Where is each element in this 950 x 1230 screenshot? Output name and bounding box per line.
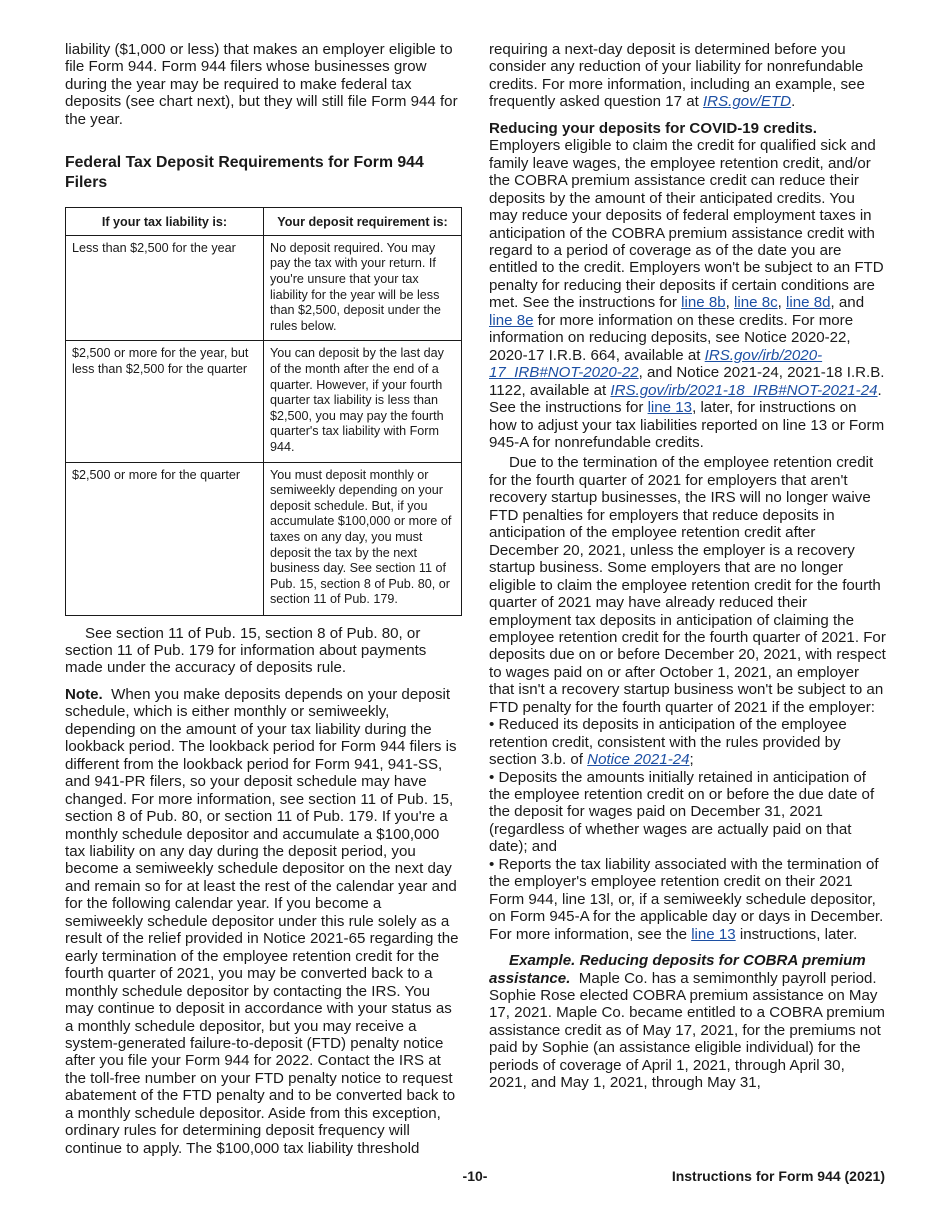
bullet-icon: •	[489, 855, 495, 873]
irb-2021-18-link[interactable]: IRS.gov/irb/2021-18_IRB#NOT-2021-24	[610, 381, 878, 399]
deposit-requirements-heading: Federal Tax Deposit Requirements for Form 944 Filers	[65, 154, 424, 192]
table-cell-requirement: No deposit required. You may pay the tax with your return. If you're unsure that your tax liability for the year will be less than $2,500, deposit under the rules below.	[264, 235, 462, 341]
bullet-icon: •	[489, 768, 495, 786]
covid-text: , and Notice 2021-24, 2021-18 I.R.B. 1122, available at	[489, 364, 885, 399]
page-number: -10-	[462, 1168, 488, 1184]
form-title: Instructions for Form 944 (2021)	[671, 1168, 885, 1184]
covid-text: , later, for instructions on how to adjust your tax liabilities reported on line 13 or Form 945-A for nonrefundable credits.	[489, 399, 885, 451]
table-cell-liability: $2,500 or more for the year, but less than $2,500 for the quarter	[66, 341, 264, 462]
bullet-text: Reduced its deposits in anticipation of the employee retention credit, consistent with the rules provided by section 3.b. of	[489, 716, 847, 769]
right-column	[489, 41, 886, 1092]
bullet-text: Deposits the amounts initially retained in anticipation of the employee retention credit on or before the due date of the deposit for wages paid on December 31, 2021 (regardless of whether wages are actually paid on that date); and	[489, 768, 875, 856]
deposit-requirements-table	[65, 207, 462, 615]
table-cell-liability: Less than $2,500 for the year	[66, 235, 264, 341]
notice-2021-24-link[interactable]: Notice 2021-24	[587, 751, 690, 769]
line-13-instructions-link[interactable]: line 13	[691, 925, 736, 943]
table-cell-requirement: You can deposit by the last day of the month after the end of a quarter. However, if your fourth quarter tax liability is less than $2,500, you may pay the fourth quarter's tax liability with Form 944.	[264, 341, 462, 462]
bullet-text: Reports the tax liability associated with the termination of the employer's employee retention credit on their 2021 Form 944, line 13l, or, if a semiweekly schedule depositor, on Form 945-A for the applicable day or days in December. For more information, see the	[489, 855, 884, 943]
table-header-liability: If your tax liability is:	[66, 208, 264, 236]
table-cell-liability: $2,500 or more for the quarter	[66, 462, 264, 615]
bullet-item	[489, 856, 886, 943]
line-8d-link[interactable]: line 8d	[786, 294, 831, 312]
punctuation: .	[791, 93, 796, 111]
covid-text: . See the instructions for	[489, 381, 882, 417]
bullet-text: instructions, later.	[735, 925, 858, 943]
note-text: When you make deposits depends on your deposit schedule, which is either monthly or semiweekly, depending on the amount of your tax liability during the lookback period. The lookback period for Form 944 filers is different from the lookback period for Form 941, 941-SS, and 941-PR filers, so your deposit schedule may have changed. For more information, see section 11 of Pub. 15, section 8 of Pub. 80, or section 11 of Pub. 179. If you're a monthly schedule depositor and accumulate a $100,000 tax liability on any day during the deposit period, you become a semiweekly schedule depositor on the next day and remain so for at least the rest of the calendar year and for the following calendar year. If you become a semiweekly schedule depositor under this rule solely as a result of the relief provided in Notice 2021-65 regarding the early termination of the employee retention credit for the fourth quarter of 2021, you may be converted back to a monthly schedule depositor by contacting the IRS. You may continue to deposit in accordance with your status as a monthly schedule depositor, but you may receive a system-generated failure-to-deposit (FTD) penalty notice after you file your Form 944 for 2022. Contact the IRS at the toll-free number on your FTD penalty notice to request abatement of the FTD penalty and to be converted back to a monthly schedule depositor. Aside from this exception, ordinary rules for determining deposit frequency will continue to apply. The $100,000 tax liability threshold	[65, 685, 459, 1157]
termination-paragraph: Due to the termination of the employee retention credit for the fourth quarter of 2021 for employers that aren't recovery startup businesses, the IRS will no longer waive FTD penalties for employers that reduce deposits in anticipation of the employee retention credit after December 20, 2021, unless the employer is a recovery startup business. Some employers that are no longer eligible to claim the employee retention credit for the fourth quarter of 2021 may have already reduced their employment tax deposits in anticipation of claiming the employee retention credit for the fourth quarter of 2021. For deposits due on or before December 20, 2021, with respect to wages paid on or after October 1, 2021, an employer that isn't a recovery startup business won't be subject to an FTD penalty for the fourth quarter of 2021 if the employer:	[489, 454, 886, 716]
note-label: Note.	[65, 685, 103, 703]
bullet-icon: •	[489, 716, 495, 734]
table-cell-requirement: You must deposit monthly or semiweekly depending on your deposit schedule. But, if you accumulate $100,000 or more of taxes on any day, you must deposit the tax by the next business day. See section 11 of Pub. 15, section 8 of Pub. 80, or section 11 of Pub. 179.	[264, 462, 462, 615]
example-paragraph	[489, 952, 886, 1092]
punctuation: ;	[689, 751, 694, 769]
line-8e-link[interactable]: line 8e	[489, 311, 534, 329]
example-label: Example. Reducing deposits for COBRA premium assistance.	[489, 952, 866, 987]
punctuation: , and	[830, 294, 865, 312]
threshold-text: requiring a next-day deposit is determined before you consider any reduction of your liability for nonrefundable credits. For more information, including an example, see frequently asked question 17 at	[489, 41, 865, 111]
covid-text: for more information on these credits. For more information on reducing deposits, see Notice 2020-22, 2020-17 I.R.B. 664, available at	[489, 311, 854, 364]
table-row	[66, 235, 462, 341]
punctuation: ,	[725, 294, 734, 312]
left-column	[65, 41, 462, 1157]
table-row	[66, 462, 462, 615]
table-header-requirement: Your deposit requirement is:	[264, 208, 462, 236]
line-8c-link[interactable]: line 8c	[734, 294, 778, 312]
see-section-paragraph: See section 11 of Pub. 15, section 8 of Pub. 80, or section 11 of Pub. 179 for information about payments made under the accuracy of deposits rule.	[65, 624, 427, 677]
threshold-paragraph	[489, 41, 886, 111]
table-row	[66, 341, 462, 462]
covid-text: Employers eligible to claim the credit for qualified sick and family leave wages, the employee retention credit, and/or the COBRA premium assistance credit can reduce their deposits by the amount of their anticipated credits. You may reduce your deposits of federal employment taxes in anticipation of the COBRA premium assistance credit with regard to a period of coverage as of the date you are entitled to the credit. Employers won't be subject to an FTD penalty for reducing their deposits if certain conditions are met. See the instructions for	[489, 137, 884, 312]
covid-paragraph	[489, 120, 886, 452]
example-text: Maple Co. has a semimonthly payroll period. Sophie Rose elected COBRA premium assistance on May 17, 2021. Maple Co. became entitled to a COBRA premium assistance credit as of May 17, 2021, for the premiums not paid by Sophie (an assistance eligible individual) for the periods of coverage of April 1, 2021, through April 30, 2021, and May 1, 2021, through May 31,	[489, 969, 885, 1092]
irs-etd-link[interactable]: IRS.gov/ETD	[702, 93, 792, 111]
table-header-row	[66, 208, 462, 236]
bullet-item	[489, 769, 886, 856]
covid-label: Reducing your deposits for COVID-19 credits.	[489, 119, 817, 137]
bullet-item	[489, 716, 886, 768]
line-8b-link[interactable]: line 8b	[681, 294, 726, 312]
intro-paragraph: liability ($1,000 or less) that makes an employer eligible to file Form 944. Form 944 filers whose businesses grow during the year may be required to make federal tax deposits (see chart next), but they will still file Form 944 for the year.	[65, 41, 458, 128]
irb-2020-17-link[interactable]: IRS.gov/irb/2020-17_IRB#NOT-2020-22	[489, 346, 823, 382]
note-paragraph	[65, 686, 462, 1157]
punctuation: ,	[777, 294, 787, 312]
line-13-link[interactable]: line 13	[647, 399, 693, 417]
